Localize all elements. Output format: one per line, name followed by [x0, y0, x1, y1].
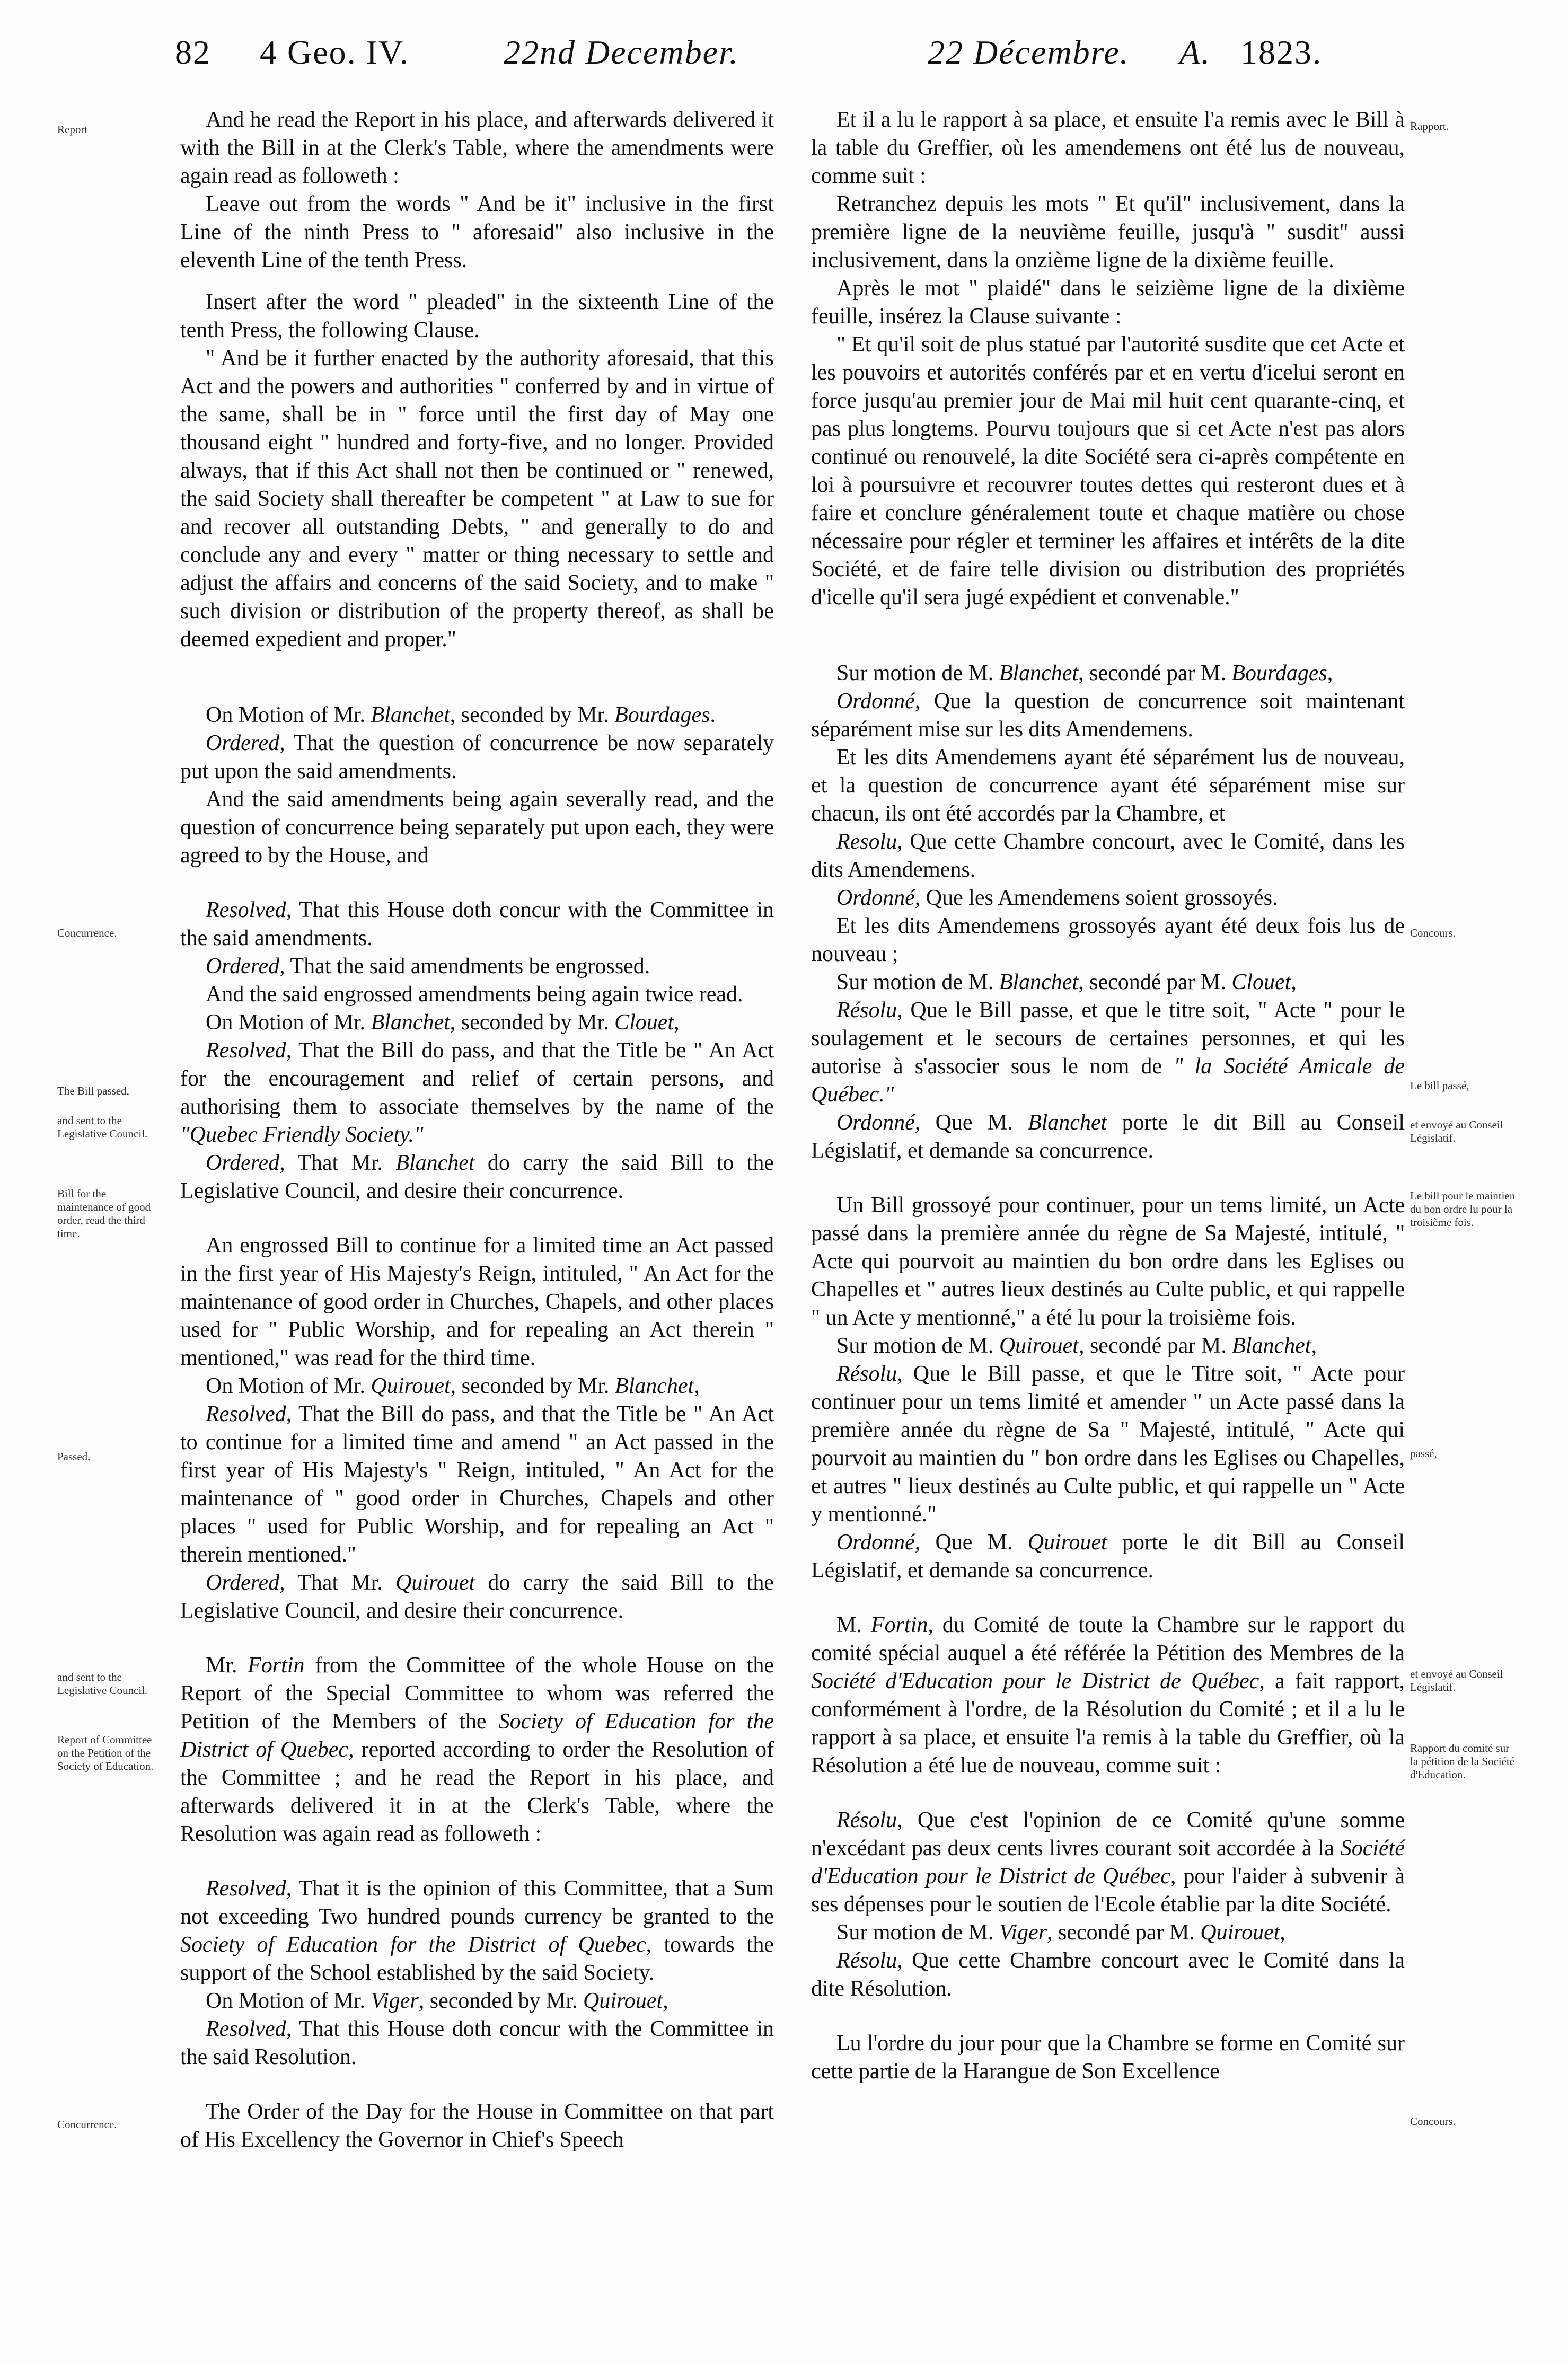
- resolution: Resolved, That the Bill do pass, and that the Title be " An Act to continue for a limited time and amend " an Act passed in the first year of His Majesty's " Reign, intituled, " An Act for the maintenance of " good order in Churches, Chapels and other places " used for Public Worship, and for repealing an Act " therein mentioned.": [180, 1402, 774, 1567]
- paragraph: Insert after the word " pleaded" in the sixteenth Line of the tenth Press, the following Clause.: [180, 290, 774, 342]
- running-header: [175, 33, 1389, 81]
- margin-note-bill-passed: The Bill passed,: [57, 1084, 129, 1097]
- page-number: 82: [175, 33, 211, 71]
- motion: On Motion of Mr. Viger, seconded by Mr. Quirouet,: [206, 1989, 668, 2013]
- paragraph: Un Bill grossoyé pour continuer, pour un tems limité, un Acte passé dans la première année du règne de Sa Majesté, intitulé, " Acte qui pourvoit au maintien du bon ordre dans les Eglises ou Chapelles et " autres lieux destinés au Culte public, et qui rappelle " un Acte y mentionné," a été lu pour la troisième fois.: [811, 1193, 1405, 1330]
- paragraph: Après le mot " plaidé" dans le seizième ligne de la dixième feuille, insérez la Clause suivante :: [811, 276, 1405, 329]
- margin-note-report-committee: Report of Committee on the Petition of the Society of Education.: [57, 1733, 154, 1772]
- order: Ordonné, Que les Amendemens soient grossoyés.: [836, 886, 1278, 910]
- margin-note-rapport: Rapport.: [1410, 120, 1449, 133]
- resolution: Résolu, Que le Bill passe, et que le Titre soit, " Acte pour continuer pour un tems limité et amender " un Acte passé dans la première année du règne de Sa " Majesté, intitulé, " Acte qui pourvoit au maintien du " bon ordre dans les Eglises ou Chapelles, et autres " lieux destinés au Culte public, et qui rappelle un " Acte y mentionné.": [811, 1362, 1405, 1527]
- order: Ordonné, Que M. Blanchet porte le dit Bill au Conseil Législatif, et demande sa concurrence.: [811, 1110, 1405, 1163]
- order: Ordered, That the said amendments be engrossed.: [206, 954, 650, 978]
- date-french: 22 Décembre.: [928, 33, 1130, 71]
- paragraph: And he read the Report in his place, and afterwards delivered it with the Bill in at the Clerk's Table, where the amendments were again read as followeth :: [180, 108, 774, 188]
- paragraph: Et les dits Amendemens ayant été séparément lus de nouveau, et la question de concurrence ayant été séparément mise sur chacun, ils ont été accordés par la Chambre, et: [811, 745, 1405, 826]
- margin-note-bill-maintenance: Bill for the maintenance of good order, read the third time.: [57, 1187, 151, 1240]
- motion: Sur motion de M. Viger, secondé par M. Quirouet,: [836, 1920, 1285, 1945]
- date-english: 22nd December.: [504, 33, 739, 71]
- margin-note-concours: Concours.: [1410, 927, 1456, 939]
- year: 1823.: [1240, 33, 1322, 71]
- regnal-year: 4 Geo. IV.: [260, 33, 409, 71]
- motion: On Motion of Mr. Quirouet, seconded by Mr. Blanchet,: [206, 1374, 700, 1398]
- order: Ordered, That Mr. Quirouet do carry the said Bill to the Legislative Council, and desire their concurrence.: [180, 1571, 774, 1623]
- resolution: Resolu, Que cette Chambre concourt, avec le Comité, dans les dits Amendemens.: [811, 830, 1405, 882]
- resolution: Resolved, That it is the opinion of this Committee, that a Sum not exceeding Two hundred pounds currency be granted to the Society of Education for the District of Quebec, towards the support of the School established by the said Society.: [180, 1876, 774, 1985]
- margin-note-concurrence: Concurrence.: [57, 927, 117, 939]
- paragraph: Et il a lu le rapport à sa place, et ensuite l'a remis avec le Bill à la table du Greffier, où les amendemens ont été lus de nouveau, comme suit :: [811, 108, 1405, 188]
- paragraph: Lu l'ordre du jour pour que la Chambre se forme en Comité sur cette partie de la Harangue de Son Excellence: [811, 2031, 1405, 2084]
- paragraph: And the said amendments being again severally read, and the question of concurrence being separately put upon each, they were agreed to by the House, and: [180, 787, 774, 868]
- resolution: Résolu, Que c'est l'opinion de ce Comité qu'une somme n'excédant pas deux cents livres courant soit accordée à la Société d'Education pour le District de Québec, pour l'aider à subvenir à ses dépenses pour le soutien de l'Ecole établie par la dite Société.: [811, 1808, 1405, 1917]
- report-paragraph: Mr. Fortin from the Committee of the whole House on the Report of the Special Committee to whom was referred the Petition of the Members of the Society of Education for the District of Quebec, reported according to order the Resolution of the Committee ; and he read the Report in his place, and afterwards delivered it in at the Clerk's Table, where the Resolution was again read as followeth :: [180, 1653, 774, 1846]
- paragraph: Leave out from the words " And be it" inclusive in the first Line of the ninth Press to " aforesaid" also inclusive in the eleventh Line of the tenth Press.: [180, 192, 774, 272]
- motion: On Motion of Mr. Blanchet, seconded by Mr. Bourdages.: [206, 703, 716, 727]
- anno-label: A.: [1179, 33, 1211, 71]
- motion: Sur motion de M. Quirouet, secondé par M. Blanchet,: [836, 1334, 1317, 1358]
- margin-note-bill-passe: Le bill passé,: [1410, 1079, 1469, 1092]
- paragraph: An engrossed Bill to continue for a limited time an Act passed in the first year of His Majesty's Reign, intituled, " An Act for the maintenance of good order in Churches, Chapels, and other places used for " Public Worship, and for repealing an Act therein " mentioned," was read for the third time.: [180, 1233, 774, 1370]
- margin-note-report: Report: [57, 123, 88, 136]
- margin-note-sent-council-2: and sent to the Legislative Council.: [57, 1671, 148, 1697]
- motion: Sur motion de M. Blanchet, secondé par M. Bourdages,: [836, 661, 1333, 685]
- order: Ordonné, Que la question de concurrence soit maintenant séparément mise sur les dits Amendemens.: [811, 689, 1405, 742]
- motion: On Motion of Mr. Blanchet, seconded by Mr. Clouet,: [206, 1010, 680, 1035]
- margin-note-sent-council: and sent to the Legislative Council.: [57, 1114, 148, 1140]
- resolution: Resolved, That this House doth concur with the Committee in the said amendments.: [180, 898, 774, 950]
- margin-note-envoye: et envoyé au Conseil Législatif.: [1410, 1118, 1503, 1144]
- paragraph: Retranchez depuis les mots " Et qu'il" inclusivement, dans la première ligne de la neuvième feuille, jusqu'à " susdit" aussi inclusivement, dans la onzième ligne de la dixième feuille.: [811, 192, 1405, 272]
- margin-note-rapport-comite: Rapport du comité sur la pétition de la Société d'Education.: [1410, 1742, 1515, 1781]
- margin-note-bill-maintien: Le bill pour le maintien du bon ordre lu pour la troisième fois.: [1410, 1189, 1516, 1229]
- french-column: [811, 106, 1405, 2086]
- margin-note-passe: passé,: [1410, 1447, 1437, 1460]
- report-paragraph: M. Fortin, du Comité de toute la Chambre sur le rapport du comité spécial auquel a été référée la Pétition des Membres de la Société d'Education pour le District de Québec, a fait rapport, conformément à l'ordre, de la Résolution du Comité ; et il a lu le rapport à sa place, et ensuite l'a remis à la table du Greffier, où la Résolution a été lue de nouveau, comme suit :: [811, 1613, 1405, 1778]
- order: Ordered, That Mr. Blanchet do carry the said Bill to the Legislative Council, and desire their concurrence.: [180, 1151, 774, 1203]
- resolution: Resolved, That this House doth concur with the Committee in the said Resolution.: [180, 2017, 774, 2069]
- quoted-clause: " Et qu'il soit de plus statué par l'autorité susdite que cet Acte et les pouvoirs et autorités conférés par et en vertu d'icelui seront en force jusqu'au premier jour de Mai mil huit cent quarante-cinq, et pas plus longtems. Pourvu toujours que si cet Acte n'est pas alors continué ou renouvelé, la dite Société sera ci-après compétente en loi à poursuivre et recouvrer toutes dettes qui resteront dues et à faire et conclure généralement toute et chaque matière ou chose nécessaire pour régler et terminer les affaires et intérêts de la dite Société, et de faire telle division ou distribution des propriétés d'icelle qu'il sera jugé expédient et convenable.": [811, 332, 1405, 610]
- motion: Sur motion de M. Blanchet, secondé par M. Clouet,: [836, 970, 1297, 994]
- margin-note-passed: Passed.: [57, 1450, 91, 1463]
- resolution: Resolved, That the Bill do pass, and that the Title be " An Act for the encouragement and relief of certain persons, and authorising them to associate themselves by the name of the "Quebec Friendly Society.": [180, 1038, 774, 1147]
- resolution: Résolu, Que cette Chambre concourt avec le Comité dans la dite Résolution.: [811, 1948, 1405, 2001]
- resolution: Résolu, Que le Bill passe, et que le titre soit, " Acte " pour le soulagement et le secours de certaines personnes, et qui les autorise à s'associer sous le nom de " la Société Amicale de Québec.": [811, 998, 1405, 1107]
- paragraph: Et les dits Amendemens grossoyés ayant été deux fois lus de nouveau ;: [811, 914, 1405, 966]
- margin-note-concours-2: Concours.: [1410, 2115, 1456, 2128]
- order: Ordered, That the question of concurrence be now separately put upon the said amendments.: [180, 731, 774, 783]
- order: Ordonné, Que M. Quirouet porte le dit Bill au Conseil Législatif, et demande sa concurrence.: [811, 1530, 1405, 1583]
- english-column: [180, 106, 774, 2154]
- margin-note-envoye-2: et envoyé au Conseil Législatif.: [1410, 1668, 1503, 1693]
- paragraph: The Order of the Day for the House in Committee on that part of His Excellency the Governor in Chief's Speech: [180, 2100, 774, 2152]
- quoted-clause: " And be it further enacted by the authority aforesaid, that this Act and the powers and authorities " conferred by and in virtue of the same, shall be in " force until the first day of May one thousand eight " hundred and forty-five, and no longer. Provided always, that if this Act shall not then be continued or " renewed, the said Society shall thereafter be competent " at Law to sue for and recover all outstanding Debts, " and generally to do and conclude any and every " matter or thing necessary to settle and adjust the affairs and concerns of the said Society, and to make " such division or distribution of the property thereof, as shall be deemed expedient and proper.": [180, 346, 774, 651]
- margin-note-concurrence-2: Concurrence.: [57, 2118, 117, 2131]
- paragraph: And the said engrossed amendments being again twice read.: [206, 982, 743, 1007]
